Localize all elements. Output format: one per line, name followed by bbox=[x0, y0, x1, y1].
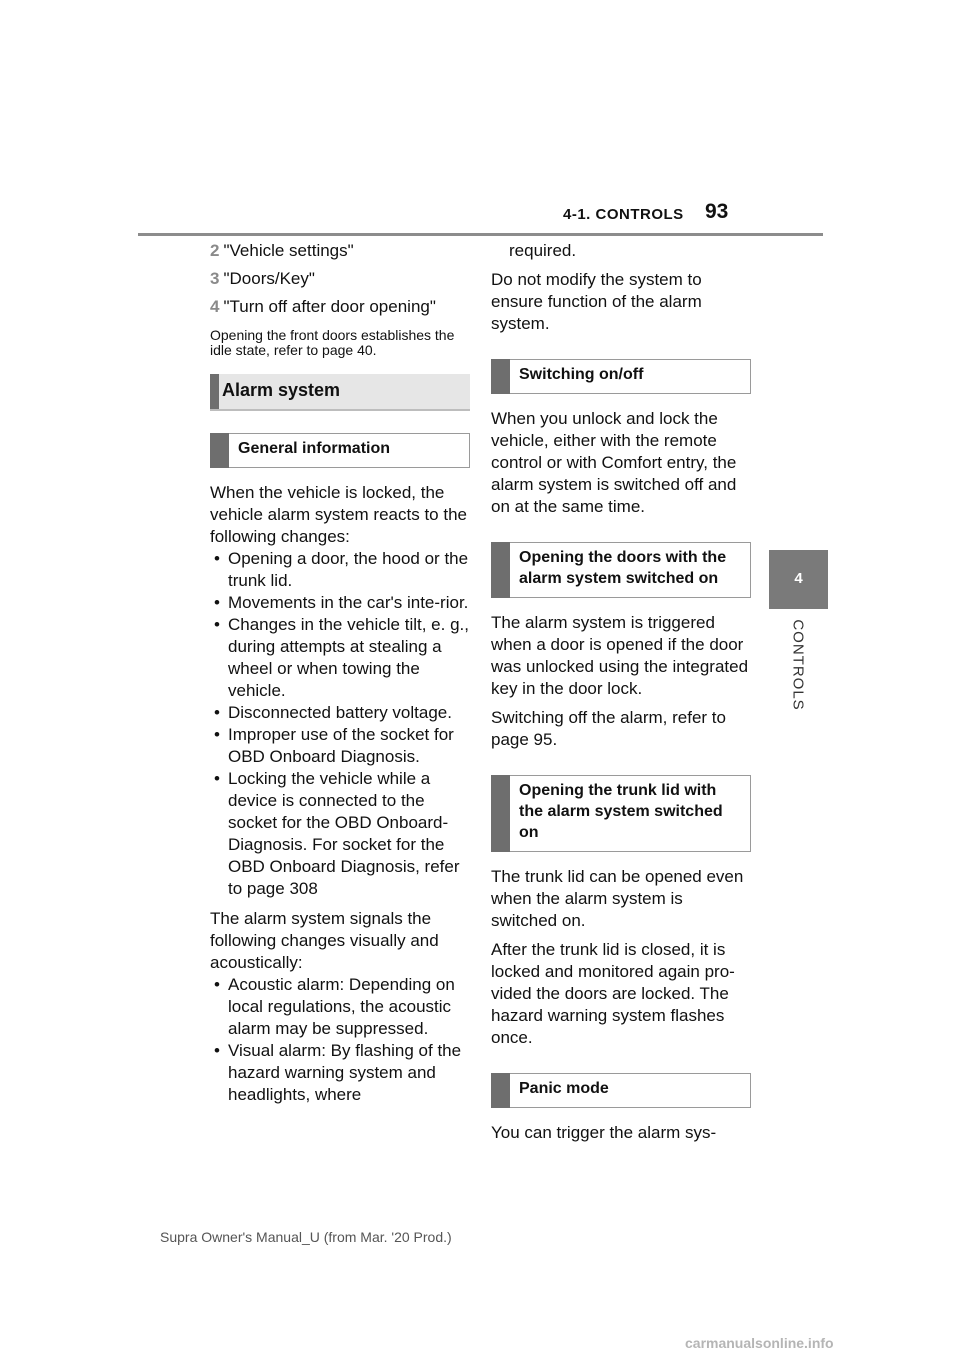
switching-heading: Switching on/off bbox=[491, 359, 751, 394]
list-item: • Opening a door, the hood or the trunk lid. bbox=[210, 548, 470, 592]
list-item: • Acoustic alarm: Depending on local regulations, the acoustic alarm may be suppressed. bbox=[210, 974, 470, 1040]
idle-state-note: Opening the front doors establishes the idle state, refer to page 40. bbox=[210, 327, 455, 358]
switching-paragraph: When you unlock and lock the vehicle, either with the remote control or with Comfort entry, the alarm system is switched off and on at the same time. bbox=[491, 409, 737, 516]
switch-off-paragraph: Switching off the alarm, refer to page 95. bbox=[491, 708, 726, 749]
right-column bbox=[491, 240, 751, 1151]
panic-paragraph: You can trigger the alarm sys- bbox=[491, 1123, 717, 1142]
modify-note: Do not modify the system to ensure function of the alarm system. bbox=[491, 270, 702, 333]
general-information-heading: General information bbox=[210, 433, 470, 468]
doors-heading: Opening the doors with the alarm system switched on bbox=[491, 542, 751, 598]
header-divider bbox=[138, 233, 823, 236]
footer-text: Supra Owner's Manual_U (from Mar. '20 Prod.) bbox=[160, 1229, 452, 1245]
signals-paragraph: The alarm system signals the following changes visually and acoustically: bbox=[210, 909, 439, 972]
list-item: • Visual alarm: By flashing of the hazard warning system and headlights, where bbox=[210, 1040, 470, 1106]
page-number: 93 bbox=[705, 200, 729, 223]
list-item: • Improper use of the socket for OBD Onboard Diagnosis. bbox=[210, 724, 470, 768]
panic-mode-heading: Panic mode bbox=[491, 1073, 751, 1108]
trunk-paragraph-2: After the trunk lid is closed, it is locked and monitored again pro-vided the doors are locked. The hazard warning system flashes once. bbox=[491, 940, 735, 1047]
chapter-tab-label-text: CONTROLS bbox=[789, 619, 807, 711]
section-title: 4-1. CONTROLS bbox=[563, 206, 684, 223]
chapter-tab-label bbox=[768, 610, 828, 720]
intro-paragraph: When the vehicle is locked, the vehicle alarm system reacts to the following changes: bbox=[210, 483, 467, 546]
watermark: carmanualsonline.info bbox=[685, 1335, 834, 1351]
list-item: • Movements in the car's inte-rior. bbox=[210, 592, 470, 614]
left-column bbox=[210, 240, 470, 1106]
list-item: • Changes in the vehicle tilt, e. g., during attempts at stealing a wheel or when towing the vehicle. bbox=[210, 614, 470, 702]
step-item: 4 "Turn off after door opening" bbox=[210, 297, 436, 316]
chapter-tab-number: 4 bbox=[794, 570, 803, 587]
doors-paragraph: The alarm system is triggered when a door is opened if the door was unlocked using the integrated key in the door lock. bbox=[491, 613, 749, 698]
trunk-heading: Opening the trunk lid with the alarm system switched on bbox=[491, 775, 751, 852]
step-item: 3 "Doors/Key" bbox=[210, 269, 315, 288]
alarm-system-heading: Alarm system bbox=[210, 374, 470, 411]
continuation-text: required. bbox=[509, 241, 577, 260]
trunk-paragraph-1: The trunk lid can be opened even when the alarm system is switched on. bbox=[491, 867, 744, 930]
step-item: 2 "Vehicle settings" bbox=[210, 241, 354, 260]
list-item: • Locking the vehicle while a device is connected to the socket for the OBD Onboard-Diagnosis. For socket for the OBD Onboard Diagnosis, refer to page 308 bbox=[210, 768, 470, 900]
list-item: • Disconnected battery voltage. bbox=[210, 702, 470, 724]
